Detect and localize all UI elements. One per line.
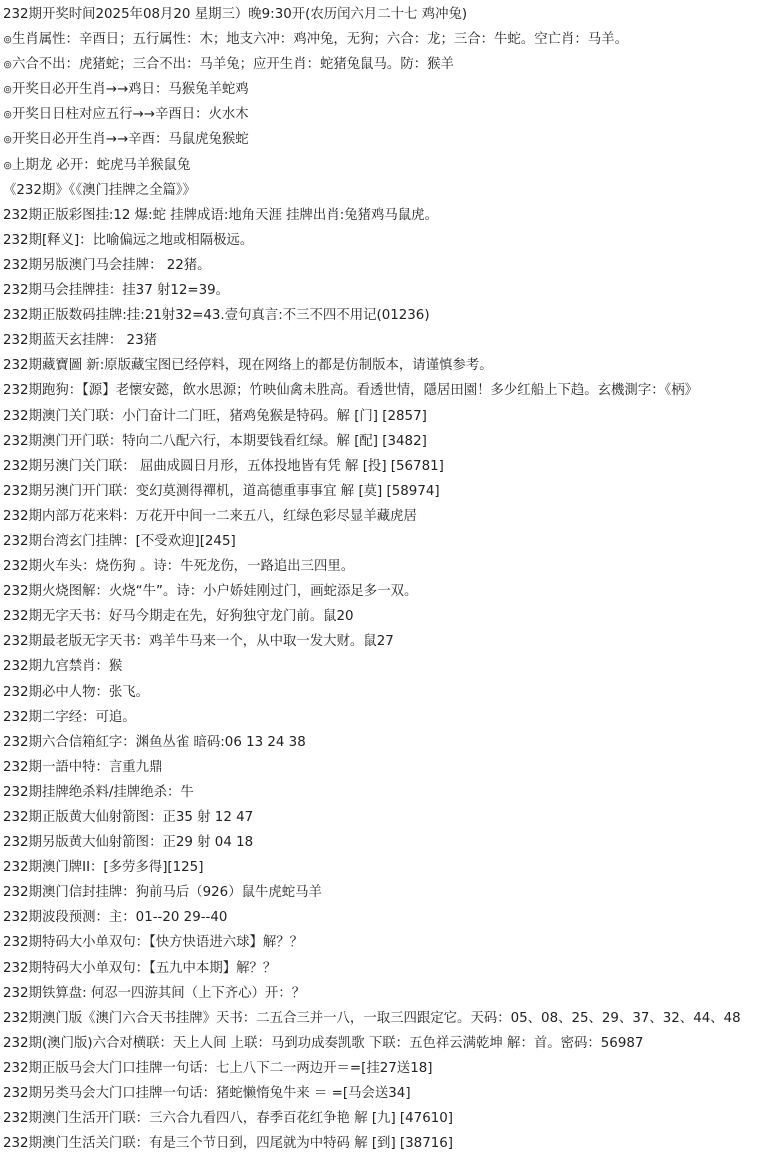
bullet-icon: ⊚ — [3, 58, 13, 72]
line-text: 232期[释义]：比喻偏远之地或相隔极远。 — [3, 232, 254, 248]
line-text: 开奖日必开生肖→→鸡日：马猴兔羊蛇鸡 — [12, 82, 249, 98]
line-text: 六合不出：虎猪蛇；三合不出：马羊兔；应开生肖：蛇猪兔鼠马。防：猴羊 — [12, 57, 454, 73]
line-text: 232期正版马会大门口挂牌一句话：七上八下二一两边开＝=[挂27送18] — [3, 1060, 433, 1076]
line-text: 232期马会挂牌挂：挂37 射12=39。 — [3, 283, 230, 299]
text-line — [3, 680, 783, 705]
bullet-line — [3, 102, 783, 127]
text-line — [3, 504, 783, 529]
bullet-line — [3, 127, 783, 152]
line-text: 232期跑狗：【源】老懷安懿，飲水思源；竹映仙禽未胜高。看透世情，隱居田園！多少红船上下趋。玄機測字：《柄》 — [3, 383, 699, 399]
text-line — [3, 855, 783, 880]
text-line — [3, 1081, 783, 1106]
text-line — [3, 604, 783, 629]
text-line — [3, 554, 783, 579]
text-line — [3, 579, 783, 604]
line-text: 232期澳门信封挂牌：狗前马后（926）鼠牛虎蛇马羊 — [3, 885, 322, 901]
text-line — [3, 529, 783, 554]
text-line — [3, 178, 783, 203]
line-text: 232期正版彩图挂:12 爆:蛇 挂牌成语:地角天涯 挂牌出肖:兔猪鸡马鼠虎。 — [3, 207, 438, 223]
line-text: 232期澳门版《澳门六合天书挂牌》天书：二五合三并一八，一取三四跟定它。天码：05、08、25、29、37、32、44、48 — [3, 1010, 741, 1026]
text-line — [3, 905, 783, 930]
bullet-line — [3, 153, 783, 178]
text-line — [3, 730, 783, 755]
line-text: 232期必中人物：张飞。 — [3, 684, 150, 700]
text-line — [3, 755, 783, 780]
line-text: 232期无字天书：好马今期走在先，好狗独守龙门前。鼠20 — [3, 609, 354, 625]
text-line — [3, 454, 783, 479]
line-text: 232期另澳门关门联： 屈曲成圆日月形，五体投地皆有凭 解 [投] [56781] — [3, 458, 444, 474]
line-text: 232期波段预测：主：01--20 29--40 — [3, 910, 228, 926]
text-line — [3, 1106, 783, 1131]
line-text: 232期正版黄大仙射箭图：正35 射 12 47 — [3, 810, 254, 825]
text-line — [3, 303, 783, 328]
line-text: 232期二字经：可追。 — [3, 709, 136, 725]
line-text: 232期澳门牌II：[多劳多得][125] — [3, 860, 204, 876]
line-text: 232期一語中特：言重九鼎 — [3, 759, 163, 775]
line-text: 开奖日日柱对应五行→→辛酉日：火水木 — [12, 107, 249, 123]
line-text: 232期澳门生活关门联：有是三个节日到，四尾就为中特码 解 [到] [38716] — [3, 1136, 453, 1152]
text-line — [3, 805, 783, 830]
line-text: 232期另类马会大门口挂牌一句话：猪蛇懒惰兔牛来 ＝ =[马会送34] — [3, 1086, 411, 1102]
text-line — [3, 1131, 783, 1156]
text-line — [3, 253, 783, 278]
line-text: 232期(澳门版)六合对横联：天上人间 上联：马到功成奏凯歌 下联：五色祥云满乾坤 解：首。密码：56987 — [3, 1035, 644, 1051]
line-text: 232期藏寶圖 新:原版藏宝图已经停料，现在网络上的都是仿制版本，请谨慎参考。 — [3, 358, 493, 374]
text-line — [3, 1006, 783, 1031]
line-text: 开奖日必开生肖→→辛酉：马鼠虎兔猴蛇 — [12, 132, 249, 148]
line-text: 232期台湾玄门挂牌：[不受欢迎][245] — [3, 533, 236, 549]
line-text: 上期龙 必开：蛇虎马羊猴鼠兔 — [12, 157, 191, 173]
line-text: 232期特码大小单双句：【五九中本期】解？？ — [3, 960, 277, 976]
line-text: 232期挂牌绝杀料/挂牌绝杀：牛 — [3, 784, 194, 800]
line-text: 232期澳门开门联：特向二八配六行，本期要钱看红绿。解 [配] [3482] — [3, 433, 427, 449]
bullet-line — [3, 52, 783, 77]
bullet-icon: ⊚ — [3, 108, 13, 122]
line-text: 《232期》《《澳门挂牌之全篇》》 — [3, 182, 196, 198]
text-line — [3, 981, 783, 1006]
text-line — [3, 654, 783, 679]
line-text: 232期九宫禁肖：猴 — [3, 659, 123, 675]
line-text: 232期正版数码挂牌:挂:21射32=43.壹句真言:不三不四不用记(01236) — [3, 308, 430, 324]
bullet-line — [3, 77, 783, 102]
text-line — [3, 203, 783, 228]
text-line — [3, 328, 783, 353]
line-text: 232期火烧图解：火烧“牛”。诗：小户娇娃刚过门，画蛇添足多一双。 — [3, 584, 418, 600]
text-line — [3, 228, 783, 253]
text-line — [3, 429, 783, 454]
line-text: 232期特码大小单双句：【快方快语进六球】解？？ — [3, 935, 304, 951]
bullet-icon: ⊚ — [3, 158, 13, 172]
text-line — [3, 930, 783, 955]
line-text: 232期铁算盘: 何忍一四游其间（上下齐心）开：？ — [3, 985, 306, 1001]
line-text: 232期开奖时间2025年08月20 星期三）晚9:30开(农历闰六月二十七 鸡冲兔) — [3, 7, 468, 22]
line-text: 232期另澳门开门联：变幻莫测得禪机，道高德重事事宜 解 [莫] [58974] — [3, 483, 440, 499]
bullet-line — [3, 27, 783, 52]
text-line — [3, 780, 783, 805]
line-text: 生肖属性：辛酉日；五行属性：木；地支六冲：鸡冲兔，无狗；六合：龙；三合：牛蛇。空亡肖：马羊。 — [12, 32, 628, 48]
line-text: 232期火车头：烧伤狗 。诗：牛死龙伤，一路追出三四里。 — [3, 559, 355, 575]
line-text: 232期澳门关门联：小门奋计二门旺，猪鸡兔猴是特码。解 [门] [2857] — [3, 408, 427, 424]
bullet-icon: ⊚ — [3, 83, 13, 97]
text-line — [3, 705, 783, 730]
line-text: 232期另版黄大仙射箭图：正29 射 04 18 — [3, 835, 254, 851]
text-line — [3, 830, 783, 855]
text-line — [3, 956, 783, 981]
text-line — [3, 880, 783, 905]
text-line — [3, 2, 783, 27]
text-line — [3, 1056, 783, 1081]
line-text: 232期六合信箱紅字：渊鱼丛雀 暗码:06 13 24 38 — [3, 734, 306, 750]
line-text: 232期内部万花来料：万花开中间一二来五八，红绿色彩尽显羊藏虎居 — [3, 508, 417, 524]
text-line — [3, 479, 783, 504]
text-line — [3, 278, 783, 303]
text-line — [3, 404, 783, 429]
bullet-icon: ⊚ — [3, 133, 13, 147]
text-line — [3, 629, 783, 654]
bullet-icon: ⊚ — [3, 33, 13, 47]
line-text: 232期另版澳门马会挂牌： 22猪。 — [3, 257, 211, 273]
text-line — [3, 353, 783, 378]
text-line — [3, 1031, 783, 1056]
text-line — [3, 378, 783, 403]
line-text: 232期蓝天玄挂牌： 23猪 — [3, 333, 157, 349]
line-text: 232期最老版无字天书：鸡羊牛马来一个，从中取一发大财。鼠27 — [3, 634, 394, 650]
line-text: 232期澳门生活开门联：三六合九看四八，春季百花红争艳 解 [九] [47610] — [3, 1111, 453, 1127]
